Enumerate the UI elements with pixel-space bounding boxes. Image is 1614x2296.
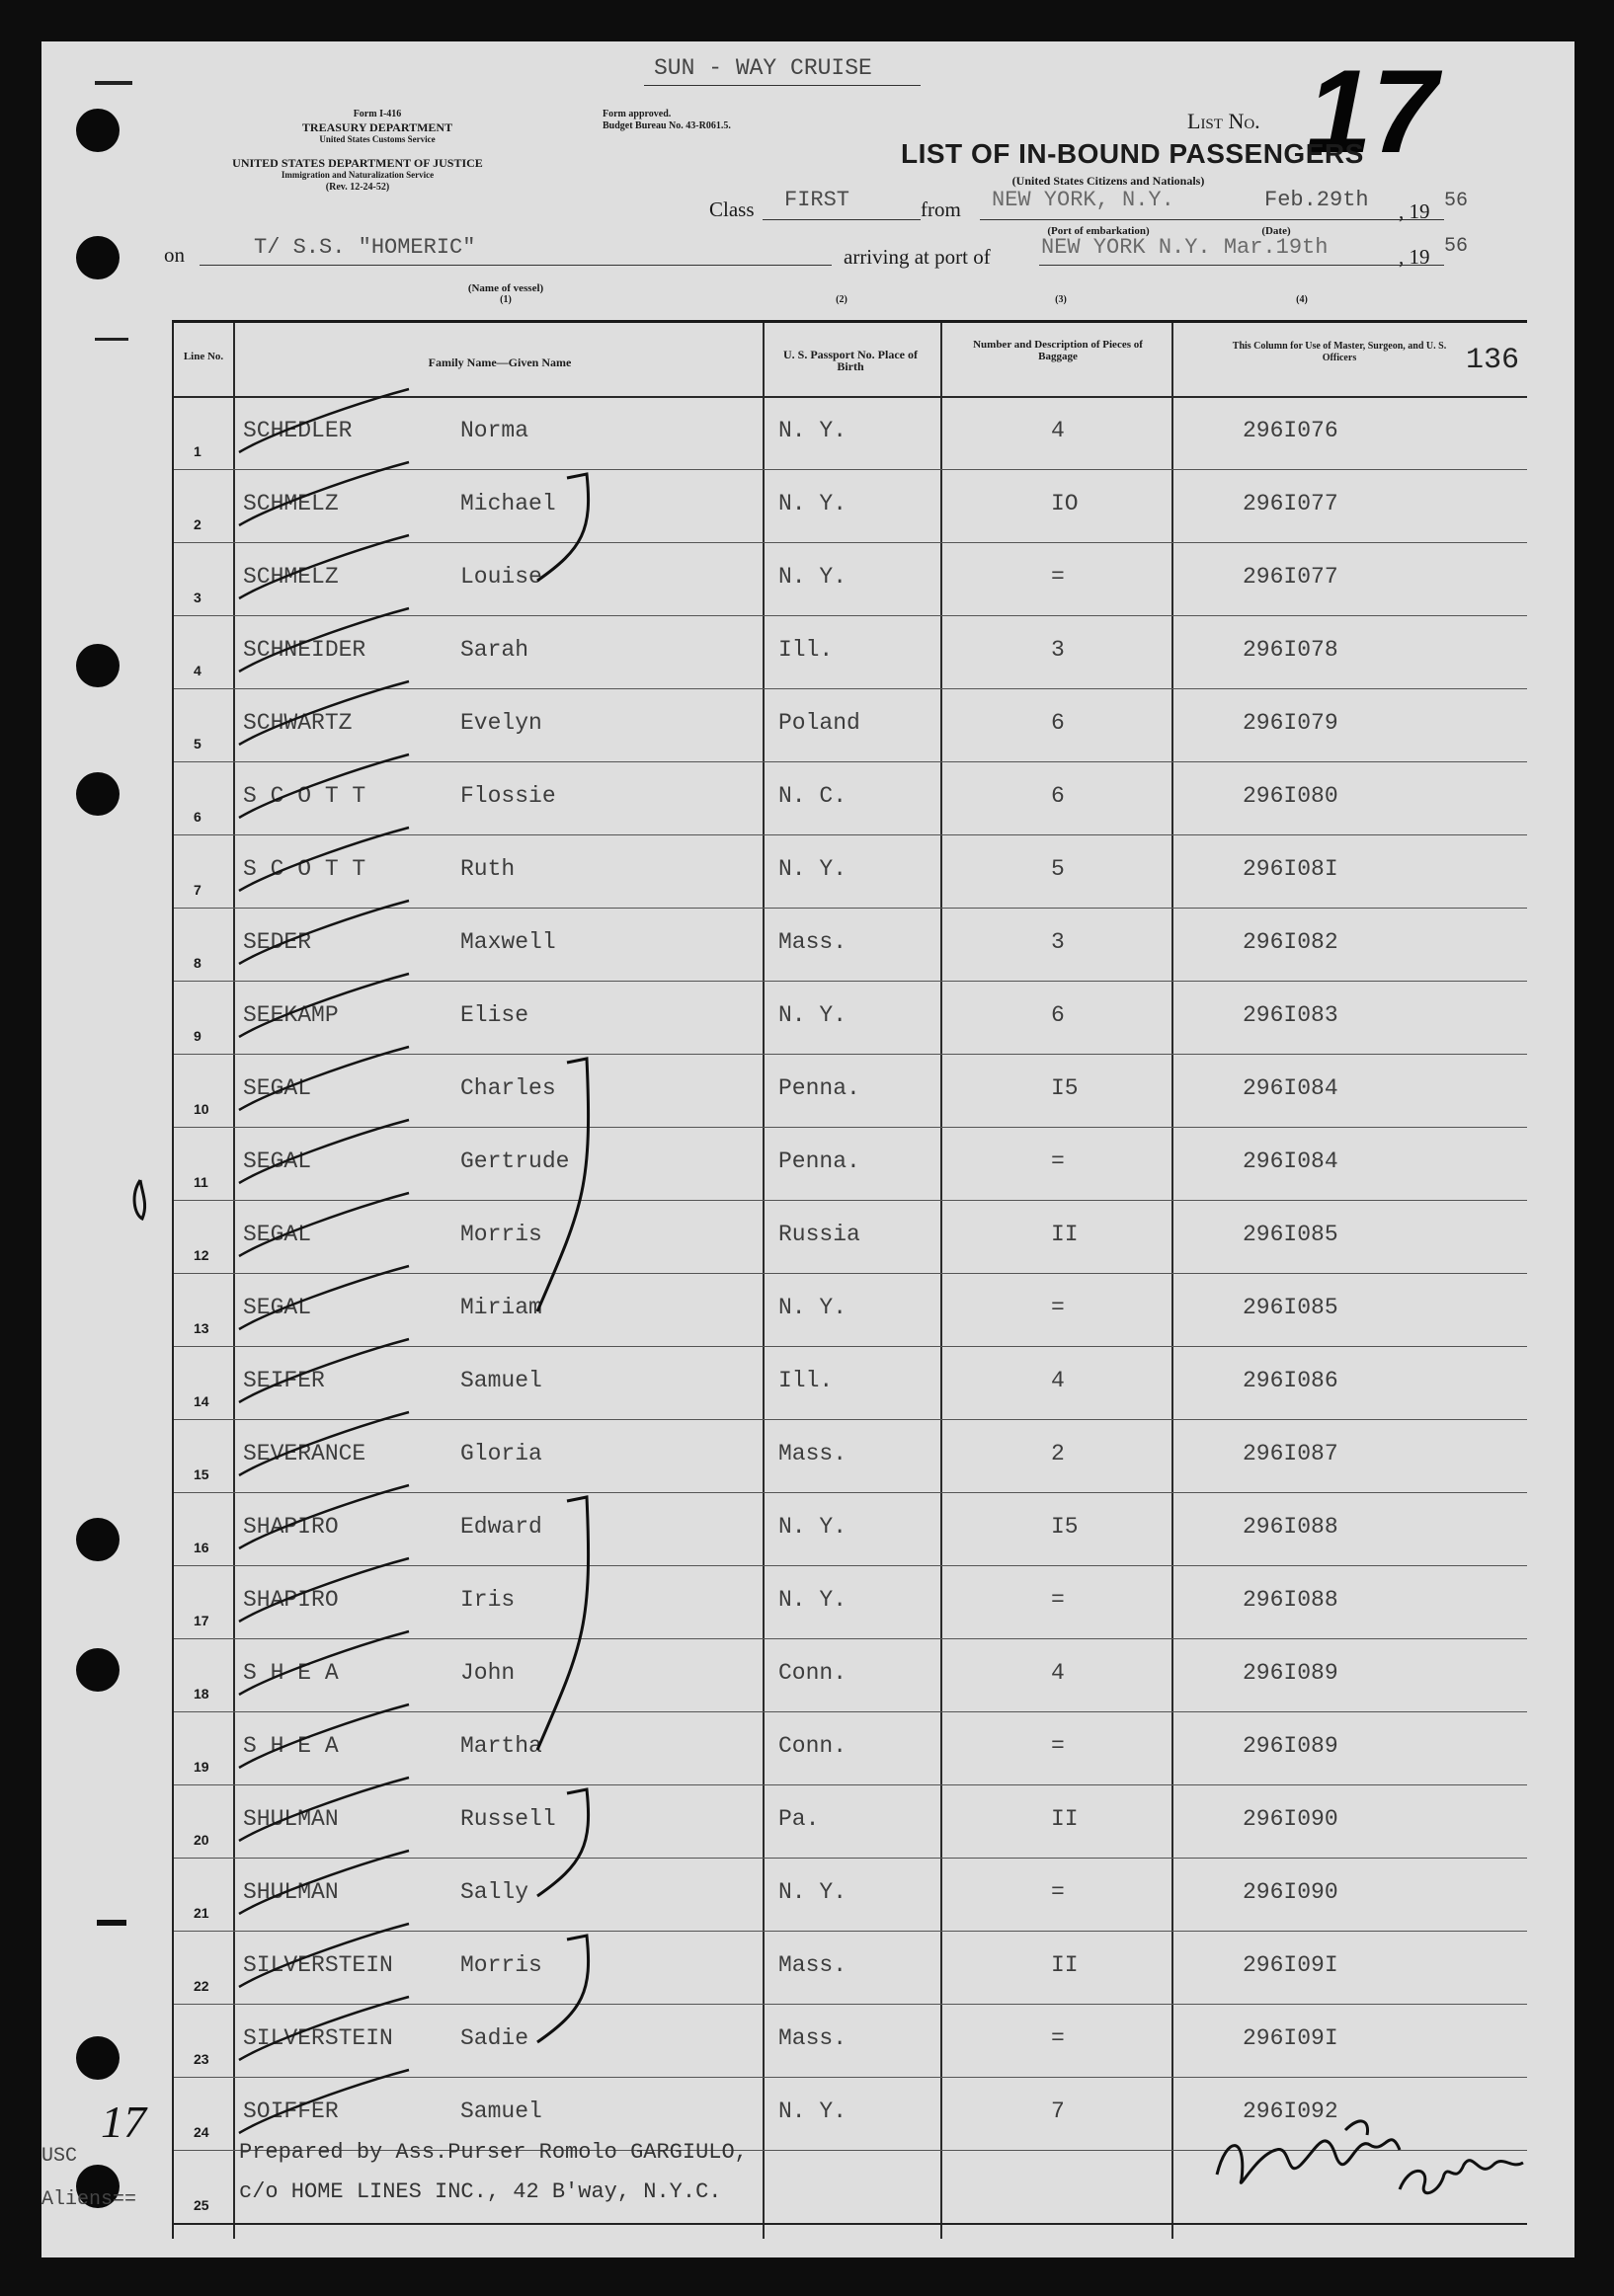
check-stroke <box>239 1704 409 1768</box>
given-name: Martha <box>460 1733 542 1759</box>
place-of-birth: Penna. <box>778 1075 860 1101</box>
list-no-value: 17 <box>1306 45 1438 178</box>
baggage-count: I5 <box>1051 1514 1079 1540</box>
check-stroke <box>239 681 409 745</box>
baggage-count: 4 <box>1051 1368 1065 1393</box>
line-number: 17 <box>194 1613 209 1628</box>
baggage-count: II <box>1051 1222 1079 1247</box>
given-name: Flossie <box>460 783 556 809</box>
col-header-name: Family Name—Given Name <box>428 356 572 369</box>
cruise-title: SUN - WAY CRUISE <box>654 55 872 81</box>
place-of-birth: Russia <box>778 1222 860 1247</box>
family-name: SCHWARTZ <box>243 710 353 736</box>
family-name: SCHMELZ <box>243 564 339 590</box>
baggage-count: = <box>1051 1295 1065 1320</box>
baggage-count: 3 <box>1051 929 1065 955</box>
baggage-count: 4 <box>1051 1660 1065 1686</box>
year-value: 56 <box>1444 190 1469 212</box>
place-of-birth: N. Y. <box>778 564 847 590</box>
officer-code: 296I08I <box>1243 856 1338 882</box>
line-number: 4 <box>194 663 202 678</box>
baggage-count: II <box>1051 1806 1079 1832</box>
list-title: LIST OF IN-BOUND PASSENGERS <box>901 138 1364 169</box>
vessel-value: T/ S.S. "HOMERIC" <box>254 235 476 260</box>
given-name: Miriam <box>460 1295 542 1320</box>
given-name: Morris <box>460 1222 542 1247</box>
baggage-count: = <box>1051 564 1065 590</box>
line-number: 7 <box>194 882 202 898</box>
family-name: SILVERSTEIN <box>243 1952 393 1978</box>
officer-code: 296I088 <box>1243 1514 1338 1540</box>
place-of-birth: Conn. <box>778 1733 847 1759</box>
place-of-birth: N. Y. <box>778 1002 847 1028</box>
baggage-count: 4 <box>1051 418 1065 443</box>
family-name: S C O T T <box>243 856 366 882</box>
check-stroke <box>239 1997 409 2060</box>
column-number-2: (2) <box>836 294 847 305</box>
given-name: Sarah <box>460 637 529 663</box>
budget-bureau: Budget Bureau No. 43-R061.5. <box>603 120 731 131</box>
place-of-birth: N. Y. <box>778 1587 847 1613</box>
line-number: 19 <box>194 1759 209 1775</box>
officer-code: 296I084 <box>1243 1148 1338 1174</box>
check-stroke <box>239 1120 409 1183</box>
family-bracket <box>537 474 589 581</box>
col-header-baggage: Number and Description of Pieces of Baggage <box>973 339 1143 362</box>
officer-code: 296I09I <box>1243 2025 1338 2051</box>
passenger-list-sheet <box>41 41 1574 2257</box>
place-of-birth: N. Y. <box>778 491 847 516</box>
line-number: 12 <box>194 1247 209 1263</box>
date-caption: (Date) <box>1261 225 1291 237</box>
given-name: Russell <box>460 1806 556 1832</box>
signature-scrawl <box>1197 2096 1533 2204</box>
place-of-birth: N. Y. <box>778 418 847 443</box>
officer-code: 296I092 <box>1243 2098 1338 2124</box>
place-of-birth: N. Y. <box>778 1879 847 1905</box>
officer-code: 296I083 <box>1243 1002 1338 1028</box>
vessel-caption: (Name of vessel) <box>467 282 544 294</box>
customs-service: United States Customs Service <box>319 134 436 144</box>
place-of-birth: N. Y. <box>778 2098 847 2124</box>
line-number: 5 <box>194 736 202 752</box>
check-stroke <box>239 1266 409 1329</box>
place-of-birth: Mass. <box>778 1441 847 1466</box>
line-number: 22 <box>194 1978 209 1994</box>
place-of-birth: N. Y. <box>778 856 847 882</box>
line-number: 2 <box>194 516 202 532</box>
baggage-count: 6 <box>1051 710 1065 736</box>
officer-code: 296I082 <box>1243 929 1338 955</box>
place-of-birth: Ill. <box>778 637 834 663</box>
line-number: 10 <box>194 1101 209 1117</box>
immigration-service: Immigration and Naturalization Service <box>281 170 435 180</box>
officer-code: 296I079 <box>1243 710 1338 736</box>
revision-date: (Rev. 12-24-52) <box>325 182 390 193</box>
check-stroke <box>239 754 409 818</box>
given-name: Samuel <box>460 2098 542 2124</box>
list-subtitle: (United States Citizens and Nationals) <box>1011 174 1205 188</box>
given-name: Iris <box>460 1587 516 1613</box>
officer-code: 296I076 <box>1243 418 1338 443</box>
given-name: John <box>460 1660 516 1686</box>
officer-code: 296I077 <box>1243 564 1338 590</box>
on-label: on <box>164 243 185 267</box>
baggage-count: I5 <box>1051 1075 1079 1101</box>
given-name: Elise <box>460 1002 529 1028</box>
given-name: Evelyn <box>460 710 542 736</box>
given-name: Ruth <box>460 856 516 882</box>
line-number: 15 <box>194 1466 209 1482</box>
given-name: Norma <box>460 418 529 443</box>
line-number: 20 <box>194 1832 209 1848</box>
place-of-birth: Poland <box>778 710 860 736</box>
family-name: SHAPIRO <box>243 1587 339 1613</box>
officer-code: 296I088 <box>1243 1587 1338 1613</box>
arrival-year-prefix: , 19 <box>1399 245 1430 269</box>
family-name: SCHEDLER <box>243 418 353 443</box>
check-stroke <box>239 608 409 672</box>
given-name: Samuel <box>460 1368 542 1393</box>
family-name: SEDER <box>243 929 312 955</box>
family-name: SEVERANCE <box>243 1441 366 1466</box>
line-number: 21 <box>194 1905 209 1921</box>
family-name: SEGAL <box>243 1222 312 1247</box>
baggage-count: = <box>1051 2025 1065 2051</box>
margin-tick <box>121 1175 160 1225</box>
given-name: Edward <box>460 1514 542 1540</box>
place-of-birth: Ill. <box>778 1368 834 1393</box>
form-approved: Form approved. <box>603 109 672 119</box>
check-stroke <box>239 901 409 964</box>
family-name: SOIFFER <box>243 2098 339 2124</box>
justice-department: UNITED STATES DEPARTMENT OF JUSTICE <box>232 156 483 170</box>
margin-number: 17 <box>101 2097 146 2147</box>
col-header-line-no: Line No. <box>183 351 224 362</box>
margin-dash <box>97 1920 126 1926</box>
margin-dash <box>95 81 132 85</box>
baggage-count: 2 <box>1051 1441 1065 1466</box>
check-stroke <box>239 1924 409 1987</box>
margin-aliens: Aliens== <box>41 2188 137 2211</box>
officer-code: 296I090 <box>1243 1879 1338 1905</box>
baggage-count: = <box>1051 1587 1065 1613</box>
family-bracket <box>537 1059 589 1311</box>
officer-code: 296I089 <box>1243 1733 1338 1759</box>
check-stroke <box>239 1485 409 1548</box>
family-name: SEIFER <box>243 1368 325 1393</box>
baggage-count: 3 <box>1051 637 1065 663</box>
line-number: 8 <box>194 955 202 971</box>
check-stroke <box>239 1193 409 1256</box>
prepared-by: Prepared by Ass.Purser Romolo GARGIULO, <box>239 2140 748 2165</box>
check-stroke <box>239 1558 409 1622</box>
class-value: FIRST <box>784 188 850 212</box>
baggage-count: = <box>1051 1733 1065 1759</box>
baggage-count: IO <box>1051 491 1079 516</box>
baggage-count: = <box>1051 1148 1065 1174</box>
check-stroke <box>239 1412 409 1475</box>
given-name: Gertrude <box>460 1148 570 1174</box>
line-number: 6 <box>194 809 202 825</box>
arriving-label: arriving at port of <box>844 245 991 269</box>
list-no-label: List No. <box>1187 109 1260 133</box>
class-label: Class <box>709 198 755 221</box>
officer-code: 296I09I <box>1243 1952 1338 1978</box>
baggage-count: 6 <box>1051 783 1065 809</box>
given-name: Charles <box>460 1075 556 1101</box>
place-of-birth: Mass. <box>778 929 847 955</box>
check-stroke <box>239 462 409 525</box>
line-number: 16 <box>194 1540 209 1555</box>
baggage-count: 5 <box>1051 856 1065 882</box>
given-name: Sadie <box>460 2025 529 2051</box>
family-name: SEGAL <box>243 1075 312 1101</box>
line-number: 9 <box>194 1028 202 1044</box>
line-number: 24 <box>194 2124 209 2140</box>
family-name: SEEKAMP <box>243 1002 339 1028</box>
line-number: 1 <box>194 443 202 459</box>
officer-code: 296I086 <box>1243 1368 1338 1393</box>
place-of-birth: Pa. <box>778 1806 820 1832</box>
place-of-birth: Conn. <box>778 1660 847 1686</box>
officer-code: 296I090 <box>1243 1806 1338 1832</box>
given-name: Morris <box>460 1952 542 1978</box>
officer-code: 296I077 <box>1243 491 1338 516</box>
check-stroke <box>239 974 409 1037</box>
officer-code: 296I089 <box>1243 1660 1338 1686</box>
place-of-birth: Mass. <box>778 1952 847 1978</box>
family-name: SCHNEIDER <box>243 637 366 663</box>
place-of-birth: Penna. <box>778 1148 860 1174</box>
family-name: SHULMAN <box>243 1806 339 1832</box>
family-bracket <box>537 1497 589 1750</box>
baggage-count: II <box>1051 1952 1079 1978</box>
treasury-department: TREASURY DEPARTMENT <box>301 120 453 134</box>
family-name: S H E A <box>243 1660 339 1686</box>
check-stroke <box>239 1631 409 1695</box>
check-stroke <box>239 389 409 452</box>
line-number: 11 <box>194 1174 208 1190</box>
port-embarkation-caption: (Port of embarkation) <box>1047 225 1150 237</box>
family-bracket <box>537 1936 589 2042</box>
date-value: Feb.29th <box>1264 188 1369 212</box>
line-number: 23 <box>194 2051 209 2067</box>
line-number: 13 <box>194 1320 209 1336</box>
check-stroke <box>239 828 409 891</box>
page-number: 136 <box>1466 344 1520 377</box>
family-name: SEGAL <box>243 1295 312 1320</box>
officer-code: 296I085 <box>1243 1222 1338 1247</box>
baggage-count: = <box>1051 1879 1065 1905</box>
officer-code: 296I087 <box>1243 1441 1338 1466</box>
column-number-1: (1) <box>500 294 512 305</box>
handwritten-check-marks <box>41 41 1574 2257</box>
given-name: Sally <box>460 1879 529 1905</box>
place-of-birth: N. Y. <box>778 1514 847 1540</box>
from-label: from <box>921 198 961 221</box>
given-name: Louise <box>460 564 542 590</box>
place-of-birth: Mass. <box>778 2025 847 2051</box>
place-of-birth: N. Y. <box>778 1295 847 1320</box>
margin-usc: USC <box>41 2145 78 2168</box>
family-name: SCHMELZ <box>243 491 339 516</box>
address-line: c/o HOME LINES INC., 42 B'way, N.Y.C. <box>239 2179 722 2204</box>
line-number: 3 <box>194 590 202 605</box>
officer-code: 296I084 <box>1243 1075 1338 1101</box>
line-number: 14 <box>194 1393 209 1409</box>
family-name: SEGAL <box>243 1148 312 1174</box>
check-stroke <box>239 535 409 598</box>
form-number: Form I-416 <box>353 109 402 119</box>
given-name: Gloria <box>460 1441 542 1466</box>
baggage-count: 6 <box>1051 1002 1065 1028</box>
place-of-birth: N. C. <box>778 783 847 809</box>
col-header-passport: U. S. Passport No. Place of Birth <box>783 348 918 373</box>
from-value: NEW YORK, N.Y. <box>992 188 1174 212</box>
baggage-count: 7 <box>1051 2098 1065 2124</box>
given-name: Maxwell <box>460 929 556 955</box>
family-bracket <box>537 1789 589 1896</box>
officer-code: 296I085 <box>1243 1295 1338 1320</box>
family-name: SHULMAN <box>243 1879 339 1905</box>
check-stroke <box>239 2070 409 2133</box>
family-name: SILVERSTEIN <box>243 2025 393 2051</box>
family-name: SHAPIRO <box>243 1514 339 1540</box>
officer-code: 296I078 <box>1243 637 1338 663</box>
officer-code: 296I080 <box>1243 783 1338 809</box>
check-stroke <box>239 1047 409 1110</box>
given-name: Michael <box>460 491 556 516</box>
check-stroke <box>239 1778 409 1841</box>
family-name: S H E A <box>243 1733 339 1759</box>
arrival-value: NEW YORK N.Y. Mar.19th <box>1041 235 1329 260</box>
column-number-3: (3) <box>1055 294 1067 305</box>
line-number: 18 <box>194 1686 209 1702</box>
arrival-year-value: 56 <box>1444 235 1469 258</box>
col-header-officers: This Column for Use of Master, Surgeon, and U. S. Officers <box>1232 341 1447 363</box>
family-name: S C O T T <box>243 783 366 809</box>
line-number: 25 <box>194 2197 209 2213</box>
check-stroke <box>239 1851 409 1914</box>
check-stroke <box>239 1339 409 1402</box>
column-number-4: (4) <box>1296 294 1308 305</box>
margin-dash <box>95 338 128 341</box>
year-prefix: , 19 <box>1399 199 1430 223</box>
